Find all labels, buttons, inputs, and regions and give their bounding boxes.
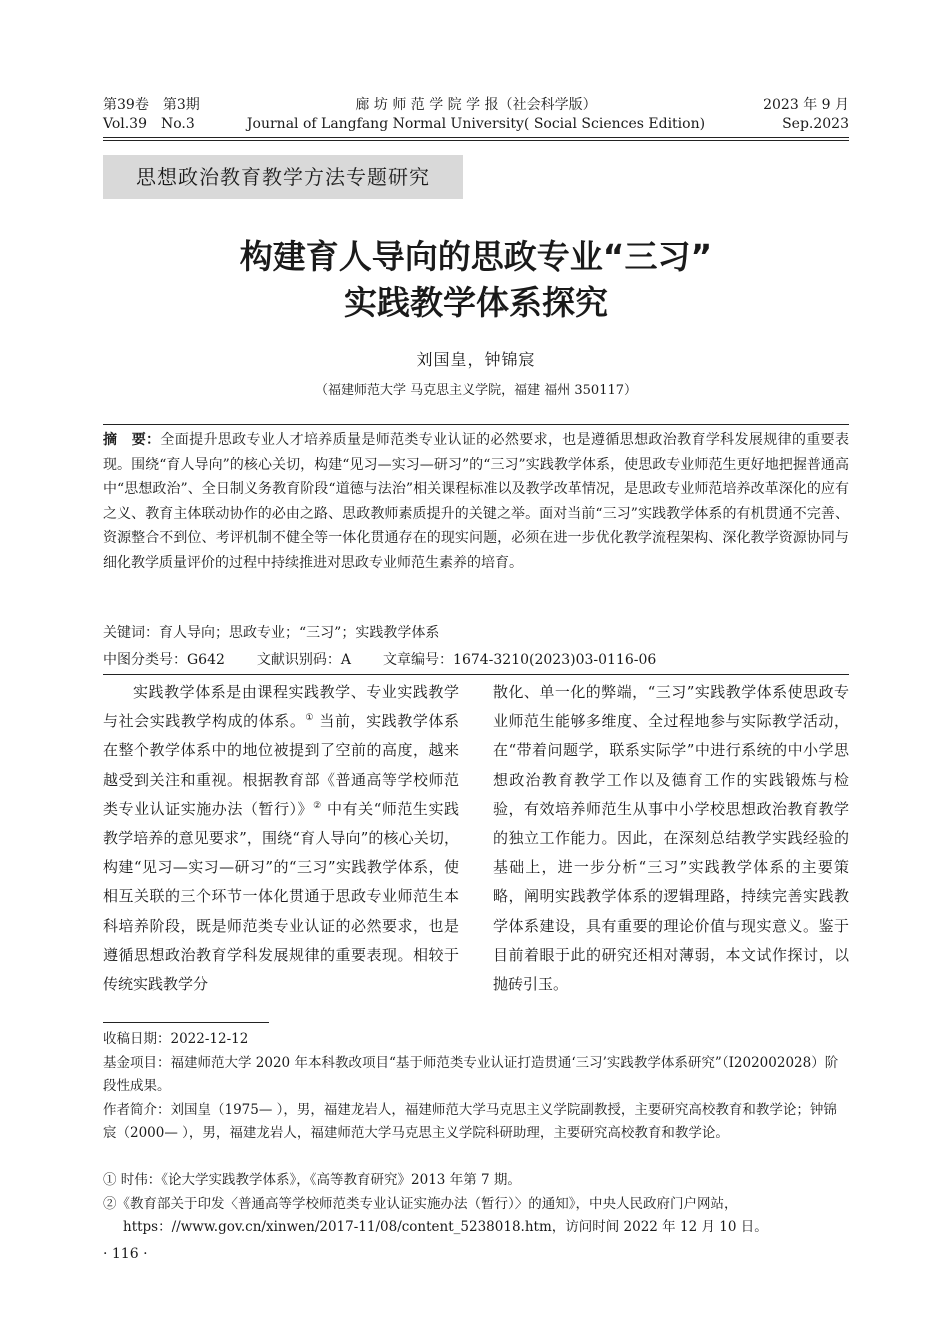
body-column-right <box>493 678 849 999</box>
running-header <box>103 96 849 138</box>
page <box>103 96 850 1262</box>
body-paragraph: 实践教学体系是由课程实践教学、专业实践教学与社会实践教学构成的体系。① 当前，实践教学体系在整个教学体系中的地位被提到了空前的高度，越来越受到关注和重视。根据教育部《普通高等学校师范类专业认证实施办法（暂行）》② 中有关“师范生实践教学培养的意见要求”，围绕“育人导向”的核心关切，构建“见习—实习—研习”的“三习”实践教学体系，使相互关联的三个环节一体化贯通于思政专业师范生本科培养阶段，既是师范类专业认证的必然要求，也是遵循思想政治教育学科发展规律的重要表现。相较于传统实践教学分 <box>103 683 459 994</box>
header-rule <box>103 137 849 138</box>
abstract-top-rule <box>103 424 849 425</box>
abstract-label: 摘 要： <box>103 432 161 448</box>
journal-name-cn: 廊 坊 师 范 学 院 学 报（社会科学版） <box>355 97 597 113</box>
page-number: · 116 · <box>103 1246 148 1262</box>
footnote-rule <box>103 1022 269 1023</box>
volume-en: Vol.39 No.3 <box>103 116 195 132</box>
keywords-text: 育人导向；思政专业；“三习”；实践教学体系 <box>159 625 440 641</box>
clc-label: 中图分类号： <box>103 652 187 668</box>
abstract <box>103 428 849 575</box>
title-line-1: 构建育人导向的思政专业“三习” <box>239 237 713 276</box>
doc-code-label: 文献识别码： <box>256 652 341 668</box>
body-paragraph-continued: 散化、单一化的弊端，“三习”实践教学体系使思政专业师范生能够多维度、全过程地参与实际教学活动，在“带着问题学，联系实际学”中进行系统的中小学思想政治教育教学工作以及德育工作的实践锻炼与检验，有效培养师范生从事中小学校思想政治教育教学的独立工作能力。因此，在深刻总结教学实践经验的基础上，进一步分析“三习”实践教学体系的主要策略，阐明实践教学体系的逻辑理路，持续完善实践教学体系建设，具有重要的理论价值与现实意义。鉴于目前着眼于此的研究还相对薄弱，本文试作探讨，以抛砖引玉。 <box>493 683 849 994</box>
affiliation: （福建师范大学 马克思主义学院，福建 福州 350117） <box>314 383 638 398</box>
authors: 刘国皇，钟锦宸 <box>416 350 536 369</box>
footnote-ref-1[interactable]: ① <box>305 713 315 724</box>
header-rule-double <box>103 140 849 141</box>
journal-name-en: Journal of Langfang Normal University( Social Sciences Edition) <box>246 116 706 132</box>
received-date: 收稿日期：2022-12-12 <box>103 1031 249 1047</box>
footnote-2: ②《教育部关于印发〈普通高等学校师范类专业认证实施办法（暂行）〉的通知》，中央人民政府门户网站，https：//www.gov.cn/xinwen/2017-11/08/content_5238018.htm，访问时间 2022 年 12 月 10 日。 <box>103 1196 768 1235</box>
classification-line <box>103 649 849 671</box>
title-line-2: 实践教学体系探究 <box>344 283 608 322</box>
issue-date <box>763 96 849 134</box>
article-number-label: 文章编号： <box>383 652 454 668</box>
issue-date-en: Sep.2023 <box>782 116 849 132</box>
footnote-1: ① 时伟：《论大学实践教学体系》，《高等教育研究》2013 年第 7 期。 <box>103 1172 521 1188</box>
section-tag: 思想政治教育教学方法专题研究 <box>103 155 463 199</box>
fund-project: 基金项目：福建师范大学 2020 年本科教改项目“基于师范类专业认证打造贯通‘三习’实践教学体系研究”（I202002028）阶段性成果。 <box>103 1055 839 1094</box>
clc-value: G642 <box>187 652 225 668</box>
journal-name <box>103 96 849 134</box>
doc-code-value: A <box>340 652 352 668</box>
abstract-text: 全面提升思政专业人才培养质量是师范类专业认证的必然要求，也是遵循思想政治教育学科发展规律的重要表现。围绕“育人导向”的核心关切，构建“见习—实习—研习”的“三习”实践教学体系，使思政专业师范生更好地把握普通高中“思想政治”、全日制义务教育阶段“道德与法治”相关课程标准以及教学改革情况，是思政专业师范培养改革深化的应有之义、教育主体联动协作的必由之路、思政教师素质提升的关键之举。面对当前“三习”实践教学体系的有机贯通不完善、资源整合不到位、考评机制不健全等一体化贯通存在的现实问题，必须在进一步优化教学流程架构、深化教学资源协同与细化教学质量评价的过程中持续推进对思政专业师范生素养的培育。 <box>103 432 850 571</box>
author-bio: 作者简介：刘国皇（1975— ），男，福建龙岩人，福建师范大学马克思主义学院副教授，主要研究高校教育和教学论；钟锦宸（2000— ），男，福建龙岩人，福建师范大学马克思主义学院科研助理，主要研究高校教育和教学论。 <box>103 1102 837 1141</box>
body-column-left <box>103 678 459 999</box>
keywords-label: 关键词： <box>103 625 159 641</box>
footnote-ref-2[interactable]: ② <box>313 800 322 811</box>
volume-cn: 第39卷 第3期 <box>103 97 200 113</box>
issue-date-cn: 2023 年 9 月 <box>763 97 849 113</box>
article-title <box>103 234 849 326</box>
keywords <box>103 622 849 644</box>
article-number-value: 1674-3210(2023)03-0116-06 <box>453 652 657 668</box>
body-top-rule <box>103 674 849 675</box>
